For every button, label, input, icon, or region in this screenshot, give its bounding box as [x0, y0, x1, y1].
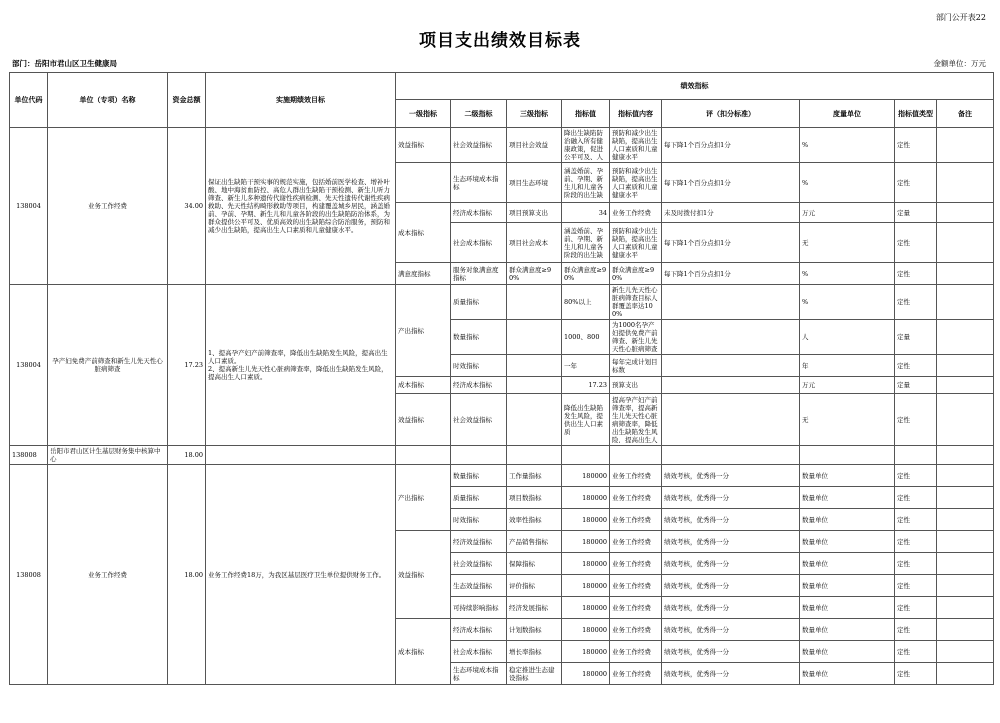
value-cell: 一年	[562, 355, 610, 377]
scoring-cell: 绩效考核，优秀得一分	[662, 553, 800, 575]
level3-cell: 项目预算支出	[507, 203, 562, 223]
level3-cell: 经济发展指标	[507, 597, 562, 619]
value-type-cell: 定量	[895, 203, 937, 223]
value-type-cell: 定性	[895, 128, 937, 163]
value-type-cell: 定性	[895, 663, 937, 685]
level3-cell	[507, 285, 562, 320]
value-type-cell: 定性	[895, 223, 937, 263]
measure-unit-cell: 数量单位	[800, 509, 895, 531]
level1-cell	[396, 163, 451, 203]
scoring-cell	[662, 285, 800, 320]
department-label: 部门：岳阳市君山区卫生健康局	[12, 59, 117, 68]
value-cell: 180000	[562, 641, 610, 663]
value-cell: 180000	[562, 531, 610, 553]
measure-unit-cell: 数量单位	[800, 597, 895, 619]
level1-cell: 效益指标	[396, 531, 451, 619]
scoring-cell	[662, 394, 800, 446]
measure-unit-cell: 数量单位	[800, 619, 895, 641]
table-row	[10, 128, 994, 163]
level2-cell: 数量指标	[451, 320, 507, 355]
value-type-cell: 定量	[895, 320, 937, 355]
level2-cell: 可持续影响指标	[451, 597, 507, 619]
level3-cell	[507, 377, 562, 394]
level3-cell	[507, 394, 562, 446]
level1-cell: 效益指标	[396, 128, 451, 163]
header-period-goal: 实施期绩效目标	[206, 73, 396, 128]
level2-cell: 经济成本指标	[451, 377, 507, 394]
value-type-cell: 定性	[895, 641, 937, 663]
value-cell: 180000	[562, 597, 610, 619]
level2-cell: 社会效益指标	[451, 128, 507, 163]
level2-cell: 社会成本指标	[451, 223, 507, 263]
header-level2: 二级指标	[451, 100, 507, 128]
measure-unit-cell: 数量单位	[800, 465, 895, 487]
remark-cell	[937, 553, 994, 575]
level1-cell: 成本指标	[396, 619, 451, 685]
scoring-cell: 每下降1个百分点扣1分	[662, 223, 800, 263]
scoring-cell: 每下降1个百分点扣1分	[662, 128, 800, 163]
value-content-cell: 新生儿先天性心脏病筛查目标人群覆盖率达100%	[610, 285, 662, 320]
remark-cell	[937, 285, 994, 320]
remark-cell	[937, 128, 994, 163]
level1-cell: 产出指标	[396, 285, 451, 377]
value-content-cell: 为1000名孕产妇提供免费产前筛查、新生儿先天性心脏病筛查	[610, 320, 662, 355]
measure-unit-cell: 数量单位	[800, 487, 895, 509]
value-content-cell: 业务工作经费	[610, 203, 662, 223]
level2-cell: 社会效益指标	[451, 394, 507, 446]
header-unit-name: 单位（专项）名称	[48, 73, 168, 128]
level3-cell: 计划数指标	[507, 619, 562, 641]
performance-table	[9, 72, 994, 685]
level2-cell: 数量指标	[451, 465, 507, 487]
value-type-cell: 定量	[895, 377, 937, 394]
value-content-cell: 业务工作经费	[610, 487, 662, 509]
remark-cell	[937, 163, 994, 203]
scoring-cell: 未及时拨付扣1分	[662, 203, 800, 223]
level2-cell: 社会效益指标	[451, 553, 507, 575]
level3-cell	[507, 320, 562, 355]
value-type-cell: 定性	[895, 553, 937, 575]
remark-cell	[937, 377, 994, 394]
header-level1: 一级指标	[396, 100, 451, 128]
unit-code-cell: 138008	[10, 446, 48, 465]
table-row	[10, 465, 994, 487]
remark-cell	[937, 394, 994, 446]
header-unit-code: 单位代码	[10, 73, 48, 128]
value-content-cell: 群众满意度≥90%	[610, 263, 662, 285]
level1-cell: 满意度指标	[396, 263, 451, 285]
amount-unit-label: 金额单位：万元	[933, 59, 986, 68]
unit-name-cell: 业务工作经费	[48, 128, 168, 285]
measure-unit-cell: 数量单位	[800, 575, 895, 597]
scoring-cell: 绩效考核，优秀得一分	[662, 641, 800, 663]
value-cell: 180000	[562, 509, 610, 531]
value-content-cell: 预防和减少出生缺陷，提高出生人口素质和儿童健康水平	[610, 223, 662, 263]
remark-cell	[937, 320, 994, 355]
value-type-cell: 定性	[895, 465, 937, 487]
value-content-cell: 业务工作经费	[610, 553, 662, 575]
level3-cell: 保障指标	[507, 553, 562, 575]
remark-cell	[937, 597, 994, 619]
scoring-cell: 绩效考核，优秀得一分	[662, 487, 800, 509]
header-remark: 备注	[937, 100, 994, 128]
value-cell: 180000	[562, 553, 610, 575]
table-row	[10, 285, 994, 320]
remark-cell	[937, 465, 994, 487]
header-value-content: 指标值内容	[610, 100, 662, 128]
level2-cell: 质量指标	[451, 487, 507, 509]
value-cell: 涵盖婚前、孕前、孕期、新生儿和儿童各阶段的出生缺	[562, 163, 610, 203]
remark-cell	[937, 203, 994, 223]
scoring-cell: 每下降1个百分点扣1分	[662, 263, 800, 285]
value-content-cell: 业务工作经费	[610, 619, 662, 641]
unit-name-cell: 岳阳市君山区计生基层财务集中核算中心	[48, 446, 168, 465]
unit-name-cell: 业务工作经费	[48, 465, 168, 685]
scoring-cell: 绩效考核，优秀得一分	[662, 531, 800, 553]
value-type-cell: 定性	[895, 597, 937, 619]
measure-unit-cell: 数量单位	[800, 531, 895, 553]
unit-code-cell: 138004	[10, 285, 48, 446]
level3-cell: 增长率指标	[507, 641, 562, 663]
scoring-cell: 绩效考核，优秀得一分	[662, 663, 800, 685]
value-content-cell: 业务工作经费	[610, 531, 662, 553]
header-performance: 绩效指标	[396, 73, 994, 100]
header-value: 指标值	[562, 100, 610, 128]
value-content-cell: 每年完成计划目标数	[610, 355, 662, 377]
level3-cell: 评价指标	[507, 575, 562, 597]
level2-cell: 经济成本指标	[451, 203, 507, 223]
value-cell: 180000	[562, 465, 610, 487]
scoring-cell	[662, 320, 800, 355]
remark-cell	[937, 619, 994, 641]
total-funds-cell: 18.00	[168, 446, 206, 465]
scoring-cell: 绩效考核，优秀得一分	[662, 509, 800, 531]
level2-cell: 服务对象满意度指标	[451, 263, 507, 285]
level3-cell: 项目社会效益	[507, 128, 562, 163]
measure-unit-cell: 年	[800, 355, 895, 377]
level3-cell: 产品销售指标	[507, 531, 562, 553]
value-type-cell: 定性	[895, 355, 937, 377]
value-cell: 180000	[562, 487, 610, 509]
measure-unit-cell: 人	[800, 320, 895, 355]
unit-code-cell: 138008	[10, 465, 48, 685]
value-cell: 涵盖婚前、孕前、孕期、新生儿和儿童各阶段的出生缺	[562, 223, 610, 263]
value-content-cell: 业务工作经费	[610, 465, 662, 487]
measure-unit-cell: %	[800, 285, 895, 320]
remark-cell	[937, 263, 994, 285]
period-goal-cell: 保证出生缺陷干预实事的规范实施，包括婚前医学检查、增补叶酸、地中海贫血防控、高危人群出生缺陷干预检测、新生儿听力筛查、新生儿多种遗传代谢性疾病检测、先天性遗传代谢性疾病救助、先天性结构畸形救助等项目，构建覆盖城乡居民，涵盖婚前、孕前、孕期、新生儿和儿童各阶段的出生缺陷防治体系，为群众提供公平可及、优质高效的出生缺陷综合防治服务，预防和减少出生缺陷，提高出生人口素质和儿童健康水平。	[206, 128, 396, 285]
remark-cell	[937, 575, 994, 597]
header-level3: 三级指标	[507, 100, 562, 128]
measure-unit-cell: %	[800, 128, 895, 163]
value-type-cell: 定性	[895, 263, 937, 285]
header-total-funds: 资金总额	[168, 73, 206, 128]
measure-unit-cell: %	[800, 163, 895, 203]
level3-cell: 工作量指标	[507, 465, 562, 487]
value-type-cell: 定性	[895, 531, 937, 553]
remark-cell	[937, 641, 994, 663]
value-cell: 180000	[562, 663, 610, 685]
scoring-cell: 绩效考核，优秀得一分	[662, 465, 800, 487]
measure-unit-cell: 数量单位	[800, 663, 895, 685]
level2-cell: 质量指标	[451, 285, 507, 320]
remark-cell	[937, 223, 994, 263]
value-content-cell: 业务工作经费	[610, 597, 662, 619]
value-cell: 80%以上	[562, 285, 610, 320]
level2-cell: 生态效益指标	[451, 575, 507, 597]
measure-unit-cell: %	[800, 263, 895, 285]
value-type-cell: 定性	[895, 487, 937, 509]
level3-cell: 稳定推进生态建设指标	[507, 663, 562, 685]
level2-cell: 社会成本指标	[451, 641, 507, 663]
level2-cell: 时效指标	[451, 355, 507, 377]
page-title: 项目支出绩效目标表	[419, 31, 581, 51]
scoring-cell	[662, 355, 800, 377]
unit-code-cell: 138004	[10, 128, 48, 285]
measure-unit-cell: 万元	[800, 203, 895, 223]
scoring-cell: 每下降1个百分点扣1分	[662, 163, 800, 203]
level3-cell: 效率性指标	[507, 509, 562, 531]
header-scoring: 评（扣分标准）	[662, 100, 800, 128]
measure-unit-cell: 万元	[800, 377, 895, 394]
remark-cell	[937, 355, 994, 377]
value-content-cell: 业务工作经费	[610, 641, 662, 663]
level1-cell: 成本指标	[396, 203, 451, 263]
corner-label: 部门公开表22	[935, 13, 986, 22]
value-cell: 17.23	[562, 377, 610, 394]
level1-cell: 成本指标	[396, 377, 451, 394]
value-type-cell: 定性	[895, 509, 937, 531]
measure-unit-cell: 无	[800, 394, 895, 446]
value-content-cell: 业务工作经费	[610, 663, 662, 685]
value-cell: 180000	[562, 575, 610, 597]
value-content-cell: 业务工作经费	[610, 575, 662, 597]
level2-cell: 时效指标	[451, 509, 507, 531]
scoring-cell: 绩效考核，优秀得一分	[662, 619, 800, 641]
value-cell: 34	[562, 203, 610, 223]
measure-unit-cell: 无	[800, 223, 895, 263]
value-content-cell: 预防和减少出生缺陷，提高出生人口素质和儿童健康水平	[610, 163, 662, 203]
value-content-cell: 业务工作经费	[610, 509, 662, 531]
value-cell: 降出生缺陷防治融入所有健康政策，促进公平可及、人	[562, 128, 610, 163]
scoring-cell: 绩效考核，优秀得一分	[662, 597, 800, 619]
level2-cell: 经济效益指标	[451, 531, 507, 553]
header-value-type: 指标值类型	[895, 100, 937, 128]
measure-unit-cell: 数量单位	[800, 553, 895, 575]
level3-cell: 项目数指标	[507, 487, 562, 509]
value-content-cell: 预算支出	[610, 377, 662, 394]
header-measure-unit: 度量单位	[800, 100, 895, 128]
level2-cell: 经济成本指标	[451, 619, 507, 641]
unit-name-cell: 孕产妇免费产前筛查和新生儿先天性心脏病筛查	[48, 285, 168, 446]
value-cell: 1000、800	[562, 320, 610, 355]
total-funds-cell: 34.00	[168, 128, 206, 285]
level1-cell: 效益指标	[396, 394, 451, 446]
value-cell: 180000	[562, 619, 610, 641]
value-type-cell: 定性	[895, 285, 937, 320]
measure-unit-cell: 数量单位	[800, 641, 895, 663]
value-type-cell: 定性	[895, 575, 937, 597]
remark-cell	[937, 509, 994, 531]
level3-cell: 项目生态环境	[507, 163, 562, 203]
level3-cell: 群众满意度≥90%	[507, 263, 562, 285]
period-goal-cell: 1、提高孕产妇产前筛查率，降低出生缺陷发生风险，提高出生人口素质。 2、提高新生儿先天性心脏病筛查率，降低出生缺陷发生风险，提高出生人口素质。	[206, 285, 396, 446]
remark-cell	[937, 487, 994, 509]
level2-cell: 生态环境成本指标	[451, 663, 507, 685]
total-funds-cell: 17.23	[168, 285, 206, 446]
total-funds-cell: 18.00	[168, 465, 206, 685]
value-type-cell: 定性	[895, 394, 937, 446]
value-cell: 降低出生缺陷发生风险，提供出生人口素质	[562, 394, 610, 446]
value-cell: 群众满意度≥90%	[562, 263, 610, 285]
level3-cell: 项目社会成本	[507, 223, 562, 263]
level1-cell: 产出指标	[396, 465, 451, 531]
scoring-cell: 绩效考核，优秀得一分	[662, 575, 800, 597]
remark-cell	[937, 663, 994, 685]
remark-cell	[937, 531, 994, 553]
table-row	[10, 446, 994, 465]
value-type-cell: 定性	[895, 619, 937, 641]
period-goal-cell: 业务工作经费18万，为我区基层医疗卫生单位提供财务工作。	[206, 465, 396, 685]
value-content-cell: 提高孕产妇产前筛查率，提高新生儿先天性心脏病筛查率，降低出生缺陷发生风险，提高出生人	[610, 394, 662, 446]
scoring-cell	[662, 377, 800, 394]
value-type-cell: 定性	[895, 163, 937, 203]
level3-cell	[507, 355, 562, 377]
value-content-cell: 预防和减少出生缺陷，提高出生人口素质和儿童健康水平	[610, 128, 662, 163]
level2-cell: 生态环境成本指标	[451, 163, 507, 203]
